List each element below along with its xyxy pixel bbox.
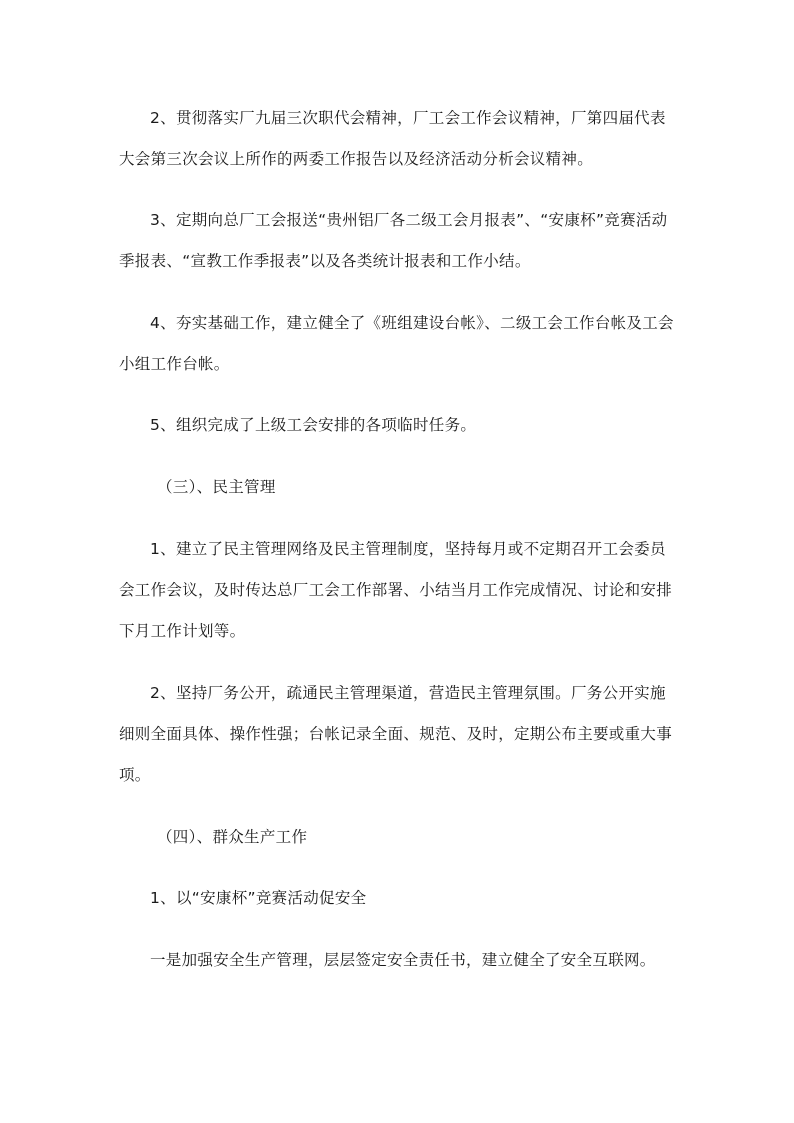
paragraph-democratic-2: 2、坚持厂务公开，疏通民主管理渠道，营造民主管理氛围。厂务公开实施细则全面具体、操作性强；台帐记录全面、规范、及时，定期公布主要或重大事项。 [119, 684, 673, 784]
section-heading-mass-production: （四）、群众生产工作 [157, 828, 308, 846]
section-heading-democratic-management: （三）、民主管理 [157, 478, 276, 496]
paragraph-item-5: 5、组织完成了上级工会安排的各项临时任务。 [150, 416, 477, 434]
paragraph-item-2: 2、贯彻落实厂九届三次职代会精神，厂工会工作会议精神，厂第四届代表大会第三次会议上所作的两委工作报告以及经济活动分析会议精神。 [119, 109, 666, 168]
paragraph-democratic-1: 1、建立了民主管理网络及民主管理制度，坚持每月或不定期召开工会委员会工作会议，及时传达总厂工会工作部署、小结当月工作完成情况、讨论和安排下月工作计划等。 [119, 540, 673, 640]
paragraph-item-4: 4、夯实基础工作，建立健全了《班组建设台帐》、二级工会工作台帐及工会小组工作台帐。 [119, 314, 674, 373]
paragraph-item-3: 3、定期向总厂工会报送“贵州铝厂各二级工会月报表”、“安康杯”竞赛活动季报表、“宣教工作季报表”以及各类统计报表和工作小结。 [119, 211, 668, 270]
paragraph-ankang-cup: 1、以“安康杯”竞赛活动促安全 [150, 889, 367, 907]
paragraph-safety-management: 一是加强安全生产管理，层层签定安全责任书，建立健全了安全互联网。 [150, 951, 656, 969]
